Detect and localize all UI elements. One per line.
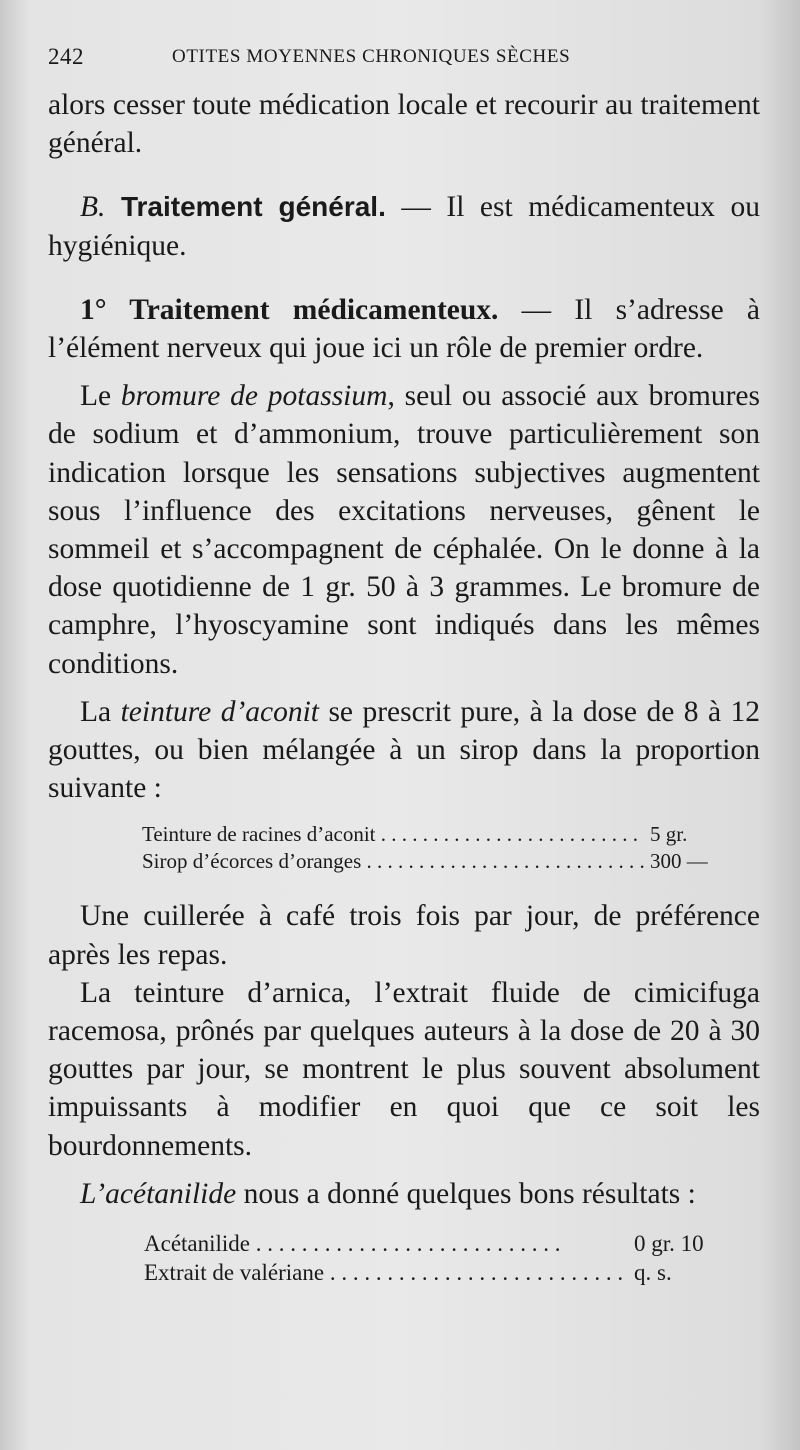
section-title: Traitement général. — [120, 191, 386, 223]
ingredient-quantity: 300 — — [650, 849, 708, 874]
ingredient-quantity: 5 gr. — [650, 822, 688, 847]
prescription-line — [144, 1258, 734, 1287]
section-b-text: — Il est médicamenteux ou hygiénique. — [48, 191, 760, 262]
ingredient-name: Sirop d’écorces d’oranges . . . — [142, 848, 644, 875]
italic-term: bromure de potassium — [120, 380, 388, 413]
paragraph-arnica: La teinture d’arnica, l’extrait fluide de cimicifuga racemosa, prônés par quelques auteurs à la dose de 20 à 30 gouttes par jour, se montrent le plus souvent absolument impuissants à modifier en quoi que ce soit les bourdonnements. — [48, 976, 760, 1162]
subsection-1-text: — Il s’adresse à l’élément nerveux qui joue ici un rôle de premier ordre. — [48, 293, 760, 365]
text-run: La — [80, 695, 121, 728]
paragraph-bromure — [48, 377, 760, 683]
italic-term: teinture d’aconit — [120, 695, 319, 728]
section-letter: B. — [80, 191, 106, 224]
ingredient-name: Extrait de valériane . . . — [144, 1258, 628, 1287]
running-title: OTITES MOYENNES CHRONIQUES SÈCHES — [172, 46, 571, 67]
prescription-aconit — [142, 821, 732, 875]
text-run: se prescrit pure, à la dose de 8 à 12 gouttes, ou bien mélangée à un sirop dans la proportion suivante : — [48, 695, 760, 805]
page-number: 242 — [48, 44, 84, 69]
prescription-line — [142, 821, 732, 848]
prescription-acetanilide — [144, 1229, 734, 1287]
ingredient-name: Teinture de racines d’aconit . . . — [142, 821, 644, 848]
paragraph-acetanilide — [48, 1175, 760, 1213]
paragraph-cuilleree: Une cuillerée à café trois fois par jour, de préférence après les repas. — [48, 900, 760, 971]
paragraph-continuation: alors cesser toute médication locale et recourir au traitement général. — [48, 89, 760, 160]
section-b-heading-paragraph — [48, 188, 760, 264]
subsection-1-paragraph — [48, 291, 760, 367]
text-run: Le — [80, 380, 121, 413]
subsection-title: 1° Traitement médicamenteux. — [80, 293, 499, 326]
page-body — [48, 86, 760, 1287]
italic-term: L’acétanilide — [80, 1177, 237, 1210]
ingredient-quantity: 0 gr. 10 — [634, 1231, 704, 1257]
running-header — [48, 38, 760, 78]
text-run: nous a donné quelques bons résultats : — [236, 1177, 696, 1210]
prescription-line — [144, 1229, 734, 1258]
paragraph-aconit — [48, 693, 760, 808]
ingredient-quantity: q. s. — [634, 1260, 672, 1286]
ingredient-name: Acétanilide . . . — [144, 1229, 628, 1258]
text-run: , seul ou associé aux bromures de sodium et d’ammonium, trouve particulièrement son indication lorsque les sensations subjectives augmentent sous l’influence des excitations nerveuses, gênent le sommeil et s’accompagnent de céphalée. On le donne à la dose quotidienne de 1 gr. 50 à 3 grammes. Le bromure de camphre, l’hyoscyamine sont indiqués dans les mêmes conditions. — [48, 380, 761, 680]
prescription-line — [142, 848, 732, 875]
